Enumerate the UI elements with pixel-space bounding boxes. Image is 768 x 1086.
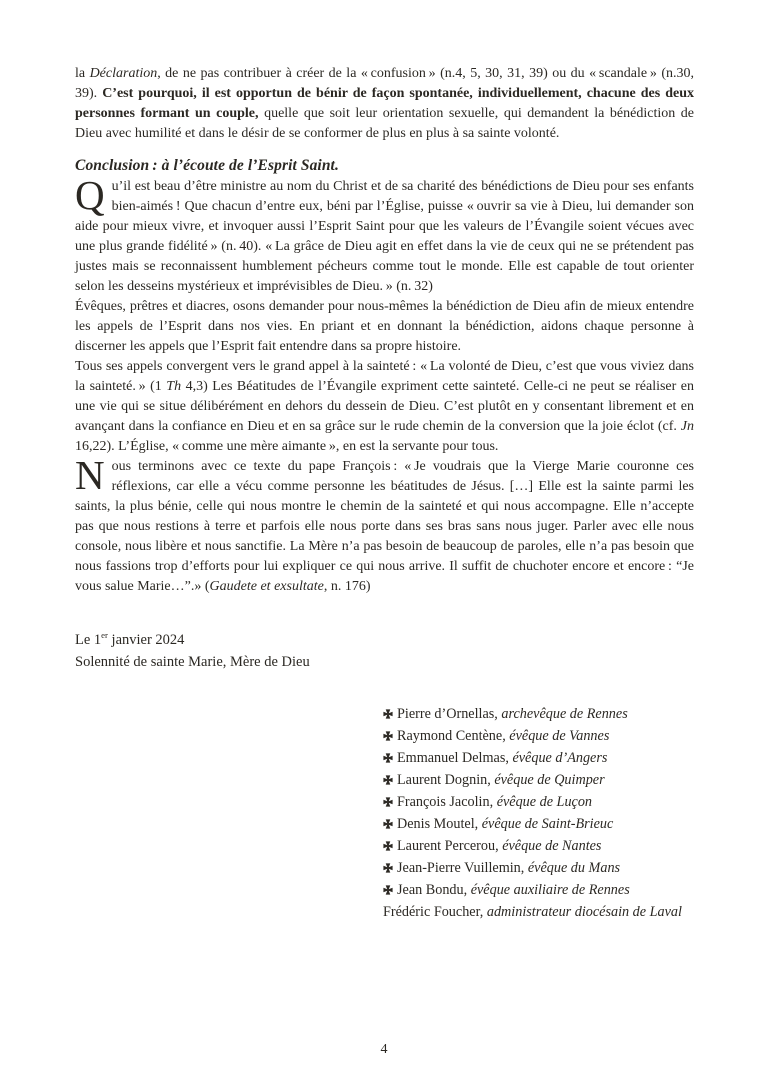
- signatory-name: Raymond Centène,: [397, 728, 510, 744]
- signatory-name: Jean Bondu,: [397, 882, 471, 898]
- maltese-cross-icon: [383, 841, 393, 851]
- text-segment: , de ne pas contribuer à créer de la « confusion » (n.4, 5, 30, 31, 39) ou du « scandale » (n.30, 39).: [75, 66, 694, 101]
- signatory-title: évêque de Quimper: [494, 772, 605, 788]
- text-segment: 4,3) Les Béatitudes de l’Évangile expriment cette sainteté. Celle-ci ne peut se réaliser en une vie qui se situe délibérément en dehors du dessein de Dieu. C’est plutôt en y consentant librement et en avançant dans la confiance en Dieu et en sa grâce sur le rude chemin de la conversion que la joie éclot (cf.: [75, 379, 694, 434]
- paragraph-quil-est-beau-text: [75, 172, 694, 294]
- feast-line: Solennité de sainte Marie, Mère de Dieu: [75, 654, 310, 670]
- dropcap-n: N: [75, 452, 105, 498]
- paragraph-tous-ses-appels: [75, 357, 694, 457]
- paragraph-tous-ses-appels-text: [75, 359, 694, 454]
- signatory-title: archevêque de Rennes: [501, 706, 628, 722]
- text-segment-sup: er: [101, 630, 108, 641]
- signatory-name: Frédéric Foucher,: [383, 904, 487, 920]
- signature-line: [383, 901, 694, 923]
- signatory-title: évêque de Nantes: [502, 838, 602, 854]
- text-segment: 16,22). L’Église, « comme une mère aimante », en est la servante pour tous.: [75, 439, 499, 454]
- paragraph-quil-est-beau: [75, 172, 694, 297]
- paragraph-intro: [75, 64, 694, 144]
- paragraph-nous-terminons-text: [75, 452, 694, 594]
- signatory-name: Laurent Dognin,: [397, 772, 495, 788]
- maltese-cross-icon: [383, 819, 393, 829]
- signatory-title: évêque auxiliaire de Rennes: [470, 882, 630, 898]
- signatory-title: évêque d’Angers: [512, 750, 608, 766]
- signatory-title: évêque de Luçon: [496, 794, 593, 810]
- maltese-cross-icon: [383, 775, 393, 785]
- maltese-cross-icon: [383, 753, 393, 763]
- maltese-cross-icon: [383, 709, 393, 719]
- signatory-name: Emmanuel Delmas,: [397, 750, 513, 766]
- signatory-title: évêque de Saint-Brieuc: [481, 816, 614, 832]
- text-segment-italic: Jn: [680, 419, 694, 434]
- signatory-name: Jean-Pierre Vuillemin,: [397, 860, 528, 876]
- maltese-cross-icon: [383, 797, 393, 807]
- maltese-cross-icon: [383, 863, 393, 873]
- signatory-title: évêque de Vannes: [509, 728, 610, 744]
- signature-line: [383, 791, 694, 813]
- signature-list: [383, 703, 694, 923]
- text-segment: ous terminons avec ce texte du pape François : « Je voudrais que la Vierge Marie couronne ces réflexions, car elle a vécu comme personne les béatitudes de Jésus. […] Elle est la sainte parmi les saints, la plus bénie, celle qui nous montre le chemin de la sainteté et qui nous accompagne. Elle n’accepte pas que nous restions à terre et parfois elle nous porte dans ses bras sans nous juger. Parler avec elle nous console, nous libère et nous sanctifie. La Mère n’a pas besoin de beaucoup de paroles, elle n’a pas besoin que nous fassions trop d’efforts pour lui expliquer ce qui nous arrive. Il suffit de chuchoter encore et encore : “Je vous salue Marie…”.» (: [75, 459, 694, 594]
- text-segment-italic: Gaudete et exsultate: [209, 579, 324, 594]
- text-segment: u’il est beau d’être ministre au nom du Christ et de sa charité des bénédictions de Dieu pour ses enfants bien-aimés ! Que chacun d’entre eux, béni par l’Église, puisse « ouvrir sa vie à Dieu, lui demander son aide pour mieux vivre, et invoquer aussi l’Esprit Saint pour que les valeurs de l’Évangile soient vécues avec une plus grande fidélité » (n. 40). « La grâce de Dieu agit en effet dans la vie de ceux qui ne se prétendent pas justes mais se reconnaissent humblement pécheurs comme tout le monde. Elle est capable de tout orienter selon les desseins mystérieux et imprévisibles de Dieu. » (n. 32): [75, 179, 694, 294]
- text-segment: la: [75, 66, 90, 81]
- dateline-text: [75, 632, 184, 648]
- signatory-name: Denis Moutel,: [397, 816, 482, 832]
- paragraph-eveques: [75, 297, 694, 357]
- signatory-name: Laurent Percerou,: [397, 838, 503, 854]
- text-segment-italic: Déclaration: [89, 66, 158, 81]
- text-segment-bold: C’est pourquoi, il est opportun de bénir de façon spontanée, individuellement, chacune des deux personnes formant un couple,: [75, 86, 694, 121]
- signature-line: [383, 835, 694, 857]
- signature-line: [383, 879, 694, 901]
- signatory-name: Pierre d’Ornellas,: [397, 706, 502, 722]
- signatory-title: administrateur diocésain de Laval: [486, 904, 682, 920]
- signature-line: [383, 703, 694, 725]
- paragraph-intro-text: [75, 66, 694, 141]
- dropcap-q: Q: [75, 172, 105, 218]
- text-segment: quelle que soit leur orientation sexuelle, qui demandent la bénédiction de Dieu avec humilité et dans le désir de se conformer de plus en plus à sa sainte volonté.: [75, 106, 694, 141]
- text-segment: Tous ses appels convergent vers le grand appel à la sainteté : « La volonté de Dieu, c’est que vous viviez dans la sainteté. » (1: [75, 359, 694, 394]
- section-heading-conclusion: Conclusion : à l’écoute de l’Esprit Saint.: [75, 157, 339, 174]
- maltese-cross-icon: [383, 885, 393, 895]
- signature-line: [383, 725, 694, 747]
- text-segment-italic: Th: [166, 379, 182, 394]
- signature-line: [383, 813, 694, 835]
- signatory-title: évêque du Mans: [527, 860, 621, 876]
- signature-line: [383, 747, 694, 769]
- paragraph-eveques-text: [75, 299, 694, 354]
- text-segment: janvier 2024: [107, 632, 185, 648]
- text-segment: Le 1: [75, 632, 102, 648]
- text-segment: Évêques, prêtres et diacres, osons demander pour nous-mêmes la bénédiction de Dieu afin de mieux entendre les appels de l’Esprit dans nos vies. En priant et en donnant la bénédiction, aidons chaque personne à discerner les appels que l’Esprit fait entendre dans sa propre histoire.: [75, 299, 694, 354]
- text-segment: , n. 176): [323, 579, 371, 594]
- dateline: [75, 629, 694, 651]
- page-number: 4: [380, 1042, 388, 1057]
- signature-line: [383, 769, 694, 791]
- maltese-cross-icon: [383, 731, 393, 741]
- signature-line: [383, 857, 694, 879]
- paragraph-nous-terminons: [75, 452, 694, 597]
- signatory-name: François Jacolin,: [397, 794, 497, 810]
